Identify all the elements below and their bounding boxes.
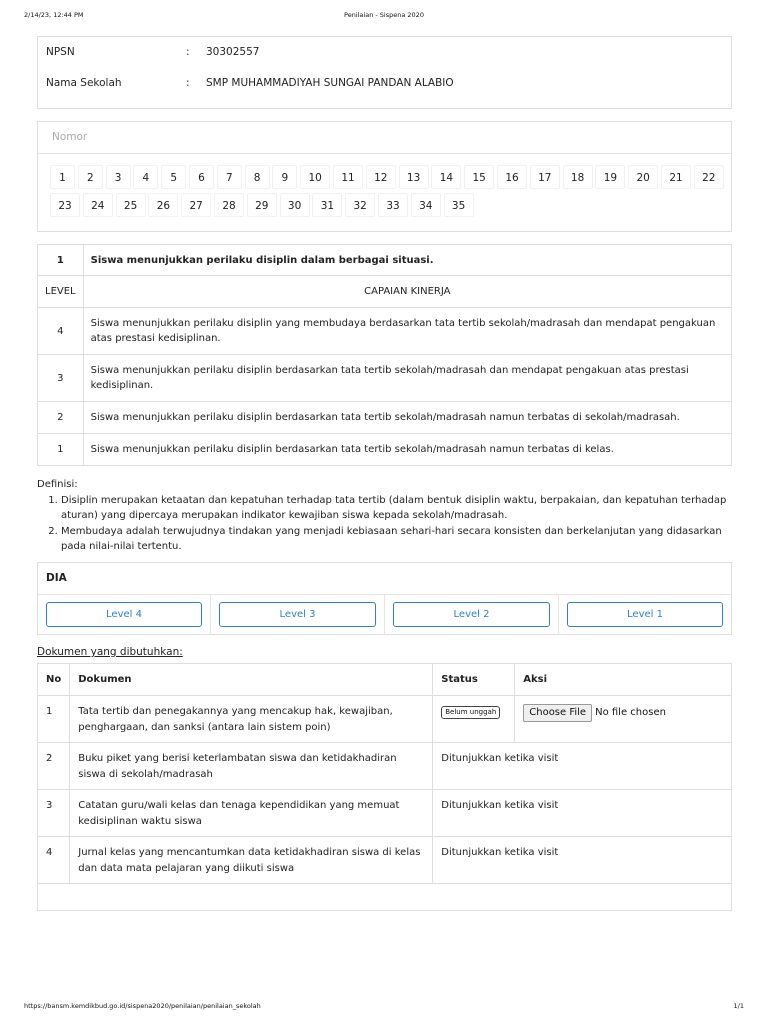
row-dokumen: Buku piket yang berisi keterlambatan siswa dan ketidakhadiran siswa di sekolah/madrasah — [70, 743, 433, 790]
level-description: Siswa menunjukkan perilaku disiplin berdasarkan tata tertib sekolah/madrasah dan mendapat pengakuan atas prestasi kedisiplinan. — [83, 355, 731, 402]
level-description: Siswa menunjukkan perilaku disiplin berdasarkan tata tertib sekolah/madrasah namun terbatas di sekolah/madrasah. — [83, 402, 731, 434]
nomor-item-33[interactable]: 33 — [378, 193, 408, 217]
nomor-item-24[interactable]: 24 — [83, 193, 113, 217]
row-status — [433, 696, 515, 743]
print-datetime: 2/14/23, 12:44 PM — [24, 11, 84, 19]
nomor-item-31[interactable]: 31 — [312, 193, 342, 217]
dia-card — [37, 562, 732, 635]
level-row — [38, 308, 732, 355]
row-dokumen: Tata tertib dan penegakannya yang mencakup hak, kewajiban, penghargaan, dan sanksi (antara lain sistem poin) — [70, 696, 433, 743]
definisi-item: 1. Disiplin merupakan ketaatan dan kepatuhan terhadap tata tertib (dalam bentuk disiplin waktu, berpakaian, dan kepatuhan terhadap aturan) yang dipercaya merupakan indikator kewajiban siswa kepada sekolah/madrasah. — [61, 493, 732, 524]
nomor-item-30[interactable]: 30 — [280, 193, 310, 217]
print-url: https://bansm.kemdikbud.go.id/sispena2020/penilaian/penilaian_sekolah — [24, 1002, 261, 1010]
npsn-colon: : — [186, 46, 190, 58]
npsn-label: NPSN — [46, 46, 75, 58]
indicator-row — [38, 245, 732, 276]
col-aksi-header: Aksi — [515, 664, 732, 696]
nomor-item-29[interactable]: 29 — [247, 193, 277, 217]
nomor-item-25[interactable]: 25 — [116, 193, 146, 217]
nomor-item-20[interactable]: 20 — [628, 165, 658, 189]
nomor-item-4[interactable]: 4 — [133, 165, 158, 189]
col-dokumen-header: Dokumen — [70, 664, 433, 696]
level-description: Siswa menunjukkan perilaku disiplin yang membudaya berdasarkan tata tertib sekolah/madrasah dan mendapat pengakuan atas prestasi kedisiplinan. — [83, 308, 731, 355]
print-title: Penilaian - Sispena 2020 — [344, 11, 424, 19]
nomor-item-35[interactable]: 35 — [444, 193, 474, 217]
nomor-item-26[interactable]: 26 — [148, 193, 178, 217]
col-no-header: No — [38, 664, 70, 696]
row-no: 2 — [38, 743, 70, 790]
nomor-item-21[interactable]: 21 — [661, 165, 691, 189]
dia-cell — [385, 595, 559, 635]
nomor-item-7[interactable]: 7 — [217, 165, 242, 189]
nomor-item-2[interactable]: 2 — [78, 165, 103, 189]
definisi-section — [37, 477, 732, 555]
print-page-number: 1/1 — [733, 1002, 744, 1010]
table-row — [38, 837, 732, 884]
definisi-item: 2. Membudaya adalah terwujudnya tindakan yang menjadi kebiasaan sehari-hari secara konsisten dan berkelanjutan yang didasarkan pada nilai-nilai tertentu. — [61, 524, 732, 555]
capaian-header: CAPAIAN KINERJA — [83, 276, 731, 308]
level-1-button[interactable]: Level 1 — [567, 602, 723, 627]
nomor-item-5[interactable]: 5 — [161, 165, 186, 189]
nomor-item-3[interactable]: 3 — [106, 165, 131, 189]
nomor-item-10[interactable]: 10 — [300, 165, 330, 189]
dokumen-title: Dokumen yang dibutuhkan: — [37, 646, 183, 658]
row-status: Ditunjukkan ketika visit — [433, 837, 732, 884]
choose-file-button[interactable]: Choose File — [523, 704, 592, 722]
level-row — [38, 355, 732, 402]
school-name-value: SMP MUHAMMADIYAH SUNGAI PANDAN ALABIO — [206, 77, 454, 89]
level-description: Siswa menunjukkan perilaku disiplin berdasarkan tata tertib sekolah/madrasah namun terbatas di kelas. — [83, 434, 731, 466]
dia-header: DIA — [38, 563, 731, 595]
school-name-label: Nama Sekolah — [46, 77, 122, 89]
nomor-item-15[interactable]: 15 — [464, 165, 494, 189]
print-header — [24, 11, 744, 21]
nomor-item-1[interactable]: 1 — [50, 165, 75, 189]
nomor-item-27[interactable]: 27 — [181, 193, 211, 217]
npsn-value: 30302557 — [206, 46, 260, 58]
nomor-item-14[interactable]: 14 — [431, 165, 461, 189]
nomor-header: Nomor — [38, 122, 731, 154]
nomor-item-32[interactable]: 32 — [345, 193, 375, 217]
row-no: 4 — [38, 837, 70, 884]
level-number: 2 — [38, 402, 84, 434]
nomor-item-19[interactable]: 19 — [595, 165, 625, 189]
capaian-kinerja-table — [37, 244, 732, 466]
school-info-card — [37, 36, 732, 109]
level-3-button[interactable]: Level 3 — [219, 602, 376, 627]
nomor-item-34[interactable]: 34 — [411, 193, 441, 217]
nomor-item-13[interactable]: 13 — [399, 165, 429, 189]
level-header-row — [38, 276, 732, 308]
dokumen-table — [37, 663, 732, 911]
status-badge: Belum unggah — [441, 706, 500, 719]
school-name-colon: : — [186, 77, 190, 89]
print-footer — [24, 1002, 744, 1012]
nomor-card — [37, 121, 732, 232]
file-chosen-text: No file chosen — [595, 707, 666, 718]
nomor-item-28[interactable]: 28 — [214, 193, 244, 217]
nomor-item-23[interactable]: 23 — [50, 193, 80, 217]
row-status: Ditunjukkan ketika visit — [433, 743, 732, 790]
level-row — [38, 402, 732, 434]
table-row — [38, 743, 732, 790]
definisi-title: Definisi: — [37, 479, 78, 490]
row-status: Ditunjukkan ketika visit — [433, 790, 732, 837]
level-header: LEVEL — [38, 276, 84, 308]
nomor-item-8[interactable]: 8 — [245, 165, 270, 189]
indicator-statement: Siswa menunjukkan perilaku disiplin dalam berbagai situasi. — [83, 245, 731, 276]
level-number: 4 — [38, 308, 84, 355]
table-footer-cell — [38, 884, 732, 911]
row-dokumen: Jurnal kelas yang mencantumkan data ketidakhadiran siswa di kelas dan data mata pelajaran yang diikuti siswa — [70, 837, 433, 884]
dia-cell — [38, 595, 211, 635]
level-4-button[interactable]: Level 4 — [46, 602, 202, 627]
dia-cell — [559, 595, 731, 635]
level-number: 3 — [38, 355, 84, 402]
row-aksi — [515, 696, 732, 743]
indicator-number: 1 — [38, 245, 84, 276]
level-row — [38, 434, 732, 466]
nomor-item-9[interactable]: 9 — [272, 165, 297, 189]
nomor-item-12[interactable]: 12 — [366, 165, 396, 189]
nomor-item-16[interactable]: 16 — [497, 165, 527, 189]
nomor-item-18[interactable]: 18 — [563, 165, 593, 189]
nomor-item-22[interactable]: 22 — [694, 165, 724, 189]
nomor-item-6[interactable]: 6 — [189, 165, 214, 189]
definisi-list — [37, 493, 732, 555]
row-dokumen: Catatan guru/wali kelas dan tenaga kependidikan yang memuat kedisiplinan waktu siswa — [70, 790, 433, 837]
level-2-button[interactable]: Level 2 — [393, 602, 550, 627]
level-number: 1 — [38, 434, 84, 466]
nomor-item-17[interactable]: 17 — [530, 165, 560, 189]
table-row — [38, 790, 732, 837]
dia-cell — [211, 595, 385, 635]
dokumen-header-row — [38, 664, 732, 696]
col-status-header: Status — [433, 664, 515, 696]
table-footer-row — [38, 884, 732, 911]
row-no: 1 — [38, 696, 70, 743]
table-row — [38, 696, 732, 743]
nomor-item-11[interactable]: 11 — [333, 165, 363, 189]
row-no: 3 — [38, 790, 70, 837]
